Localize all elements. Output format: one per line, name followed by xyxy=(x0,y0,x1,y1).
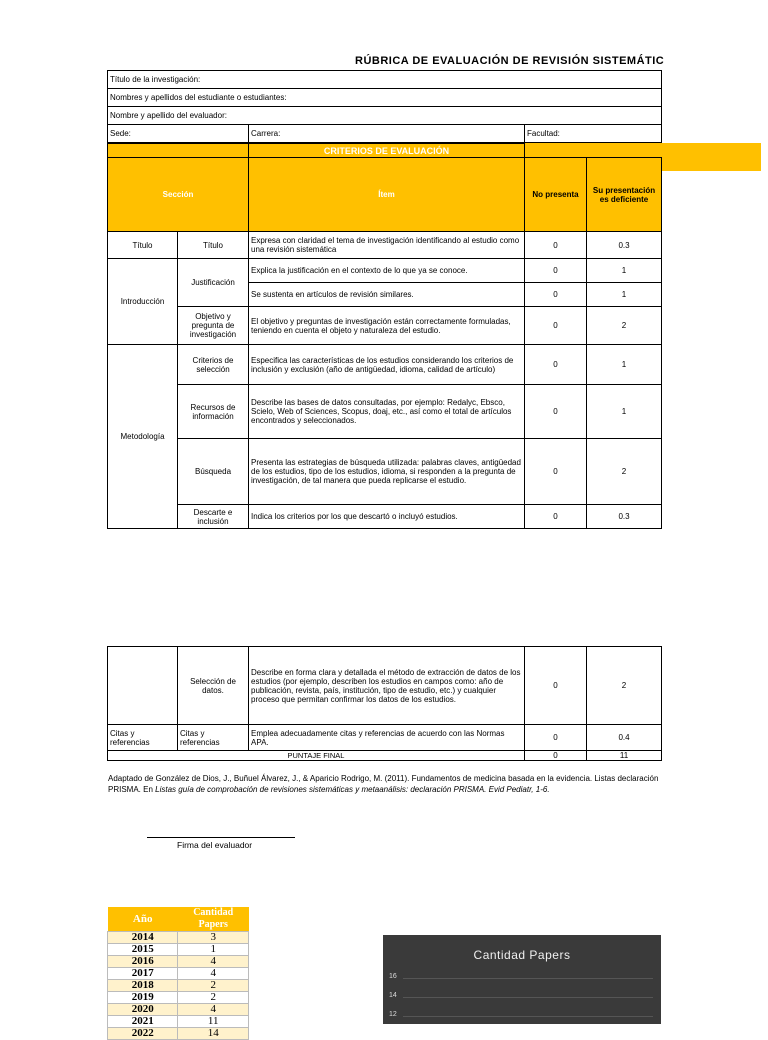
table-row xyxy=(108,1016,249,1028)
page-title: RÚBRICA DE EVALUACIÓN DE REVISIÓN SISTEMÁTIC xyxy=(355,55,665,67)
table-row xyxy=(108,439,662,505)
signature-label: Firma del evaluador xyxy=(177,840,253,850)
table-row xyxy=(108,956,249,968)
year-cell: 2017 xyxy=(108,968,178,980)
score-no: 0 xyxy=(525,505,587,529)
score-def: 1 xyxy=(587,259,662,283)
item-cell: Expresa con claridad el tema de investigación identificando al estudio como una revisión sistemática xyxy=(249,232,525,259)
year-cell: 2018 xyxy=(108,980,178,992)
table-row xyxy=(108,307,662,345)
item-cell: Indica los criterios por los que descartó o incluyó estudios. xyxy=(249,505,525,529)
score-no: 0 xyxy=(525,439,587,505)
year-cell: 2016 xyxy=(108,956,178,968)
table-row xyxy=(108,505,662,529)
table-row xyxy=(108,980,249,992)
total-def: 11 xyxy=(587,751,662,761)
score-def: 0.3 xyxy=(587,505,662,529)
count-cell: 11 xyxy=(178,1016,249,1028)
item-cell: El objetivo y preguntas de investigación están correctamente formuladas, teniendo en cuenta el objeto y naturaleza del estudio. xyxy=(249,307,525,345)
gridline xyxy=(403,978,653,979)
field-carrera: Carrera: xyxy=(249,125,525,143)
score-def: 2 xyxy=(587,307,662,345)
score-no: 0 xyxy=(525,283,587,307)
header-blank xyxy=(108,144,249,158)
y-tick: 16 xyxy=(389,973,397,980)
total-label: PUNTAJE FINAL xyxy=(108,751,525,761)
col-count: Cantidad Papers xyxy=(178,907,249,932)
total-no: 0 xyxy=(525,751,587,761)
section-cell xyxy=(108,647,178,725)
table-row xyxy=(108,725,662,751)
col-year: Año xyxy=(108,907,178,932)
count-cell: 2 xyxy=(178,992,249,1004)
count-cell: 2 xyxy=(178,980,249,992)
score-no: 0 xyxy=(525,647,587,725)
table-row xyxy=(108,259,662,283)
subsection-cell: Título xyxy=(178,232,249,259)
score-def: 0.4 xyxy=(587,725,662,751)
field-nombres: Nombres y apellidos del estudiante o estudiantes: xyxy=(108,89,662,107)
score-def: 0.3 xyxy=(587,232,662,259)
header-right-blank xyxy=(525,144,662,158)
papers-chart xyxy=(383,935,661,1024)
table-row xyxy=(108,1028,249,1040)
table-row xyxy=(108,1004,249,1016)
header-deficiente: Su presentación es deficiente xyxy=(587,158,662,232)
section-cell: Título xyxy=(108,232,178,259)
header-no-presenta: No presenta xyxy=(525,158,587,232)
section-cell: Introducción xyxy=(108,259,178,345)
subsection-cell: Búsqueda xyxy=(178,439,249,505)
y-tick: 14 xyxy=(389,992,397,999)
field-titulo: Título de la investigación: xyxy=(108,71,662,89)
field-facultad: Facultad: xyxy=(525,125,662,143)
item-cell: Describe en forma clara y detallada el método de extracción de datos de los estudios (por ejemplo, describen los estudios en campos como: año de publicación, revista, país, institución, tipo de estudio, etc.) y cualquier proceso que permitan confirmar los datos de los estudios. xyxy=(249,647,525,725)
item-cell: Especifica las características de los estudios considerando los criterios de inclusión y exclusión (año de antigüedad, idioma, calidad de artículo) xyxy=(249,345,525,385)
score-no: 0 xyxy=(525,725,587,751)
table-row xyxy=(108,968,249,980)
year-cell: 2020 xyxy=(108,1004,178,1016)
rubric-table-continued xyxy=(107,646,662,761)
subsection-cell: Objetivo y pregunta de investigación xyxy=(178,307,249,345)
item-cell: Emplea adecuadamente citas y referencias de acuerdo con las Normas APA. xyxy=(249,725,525,751)
count-cell: 4 xyxy=(178,1004,249,1016)
total-row xyxy=(108,751,662,761)
count-cell: 1 xyxy=(178,944,249,956)
subsection-cell: Citas y referencias xyxy=(178,725,249,751)
reference xyxy=(108,773,668,795)
gridline xyxy=(403,997,653,998)
score-def: 1 xyxy=(587,283,662,307)
score-no: 0 xyxy=(525,385,587,439)
year-cell: 2015 xyxy=(108,944,178,956)
table-row xyxy=(108,232,662,259)
subsection-cell: Recursos de información xyxy=(178,385,249,439)
year-cell: 2021 xyxy=(108,1016,178,1028)
years-table xyxy=(107,907,249,1040)
score-no: 0 xyxy=(525,307,587,345)
table-row xyxy=(108,944,249,956)
chart-title: Cantidad Papers xyxy=(473,948,571,962)
score-def: 2 xyxy=(587,647,662,725)
year-cell: 2022 xyxy=(108,1028,178,1040)
score-def: 1 xyxy=(587,345,662,385)
gridline xyxy=(403,1016,653,1017)
y-tick: 12 xyxy=(389,1011,397,1018)
table-row xyxy=(108,647,662,725)
field-evaluador: Nombre y apellido del evaluador: xyxy=(108,107,662,125)
item-cell: Presenta las estrategias de búsqueda utilizada: palabras claves, antigüedad de los estudios, tipo de los estudios, idioma, si responden a la pregunta de investigación, de tal manera que pueda replicarse el estudio. xyxy=(249,439,525,505)
score-def: 2 xyxy=(587,439,662,505)
count-cell: 3 xyxy=(178,932,249,944)
section-cell: Metodología xyxy=(108,345,178,529)
header-seccion: Sección xyxy=(108,158,249,232)
subsection-cell: Justificación xyxy=(178,259,249,307)
subsection-cell: Criterios de selección xyxy=(178,345,249,385)
item-cell: Explica la justificación en el contexto de lo que ya se conoce. xyxy=(249,259,525,283)
subsection-cell: Descarte e inclusión xyxy=(178,505,249,529)
header-item: Ítem xyxy=(249,158,525,232)
subsection-cell: Selección de datos. xyxy=(178,647,249,725)
table-row xyxy=(108,345,662,385)
score-def: 1 xyxy=(587,385,662,439)
item-cell: Se sustenta en artículos de revisión similares. xyxy=(249,283,525,307)
score-no: 0 xyxy=(525,232,587,259)
count-cell: 14 xyxy=(178,1028,249,1040)
table-row xyxy=(108,932,249,944)
header-criterios: CRITERIOS DE EVALUACIÓN xyxy=(249,144,525,158)
count-cell: 4 xyxy=(178,956,249,968)
year-cell: 2019 xyxy=(108,992,178,1004)
rubric-table xyxy=(107,143,662,529)
count-cell: 4 xyxy=(178,968,249,980)
info-table xyxy=(107,70,662,143)
score-no: 0 xyxy=(525,259,587,283)
signature-line xyxy=(147,837,295,838)
table-row xyxy=(108,385,662,439)
year-cell: 2014 xyxy=(108,932,178,944)
reference-text: Adaptado de González de Dios, J., Buñuel Álvarez, J., & Aparicio Rodrigo, M. (2011). Fundamentos de medicina basada en la evidencia. Listas declaración PRISMA. En xyxy=(108,774,659,794)
reference-italic: Listas guía de comprobación de revisiones sistemáticas y metaanálisis: declaración PRISMA. Evid Pediatr, 1-6. xyxy=(155,785,550,794)
item-cell: Describe las bases de datos consultadas, por ejemplo: Redalyc, Ebsco, Scielo, Web of Sciences, Scopus, doaj, etc., así como el total de artículos encontrados y seleccionados. xyxy=(249,385,525,439)
score-no: 0 xyxy=(525,345,587,385)
table-row xyxy=(108,992,249,1004)
field-sede: Sede: xyxy=(108,125,249,143)
section-cell: Citas y referencias xyxy=(108,725,178,751)
